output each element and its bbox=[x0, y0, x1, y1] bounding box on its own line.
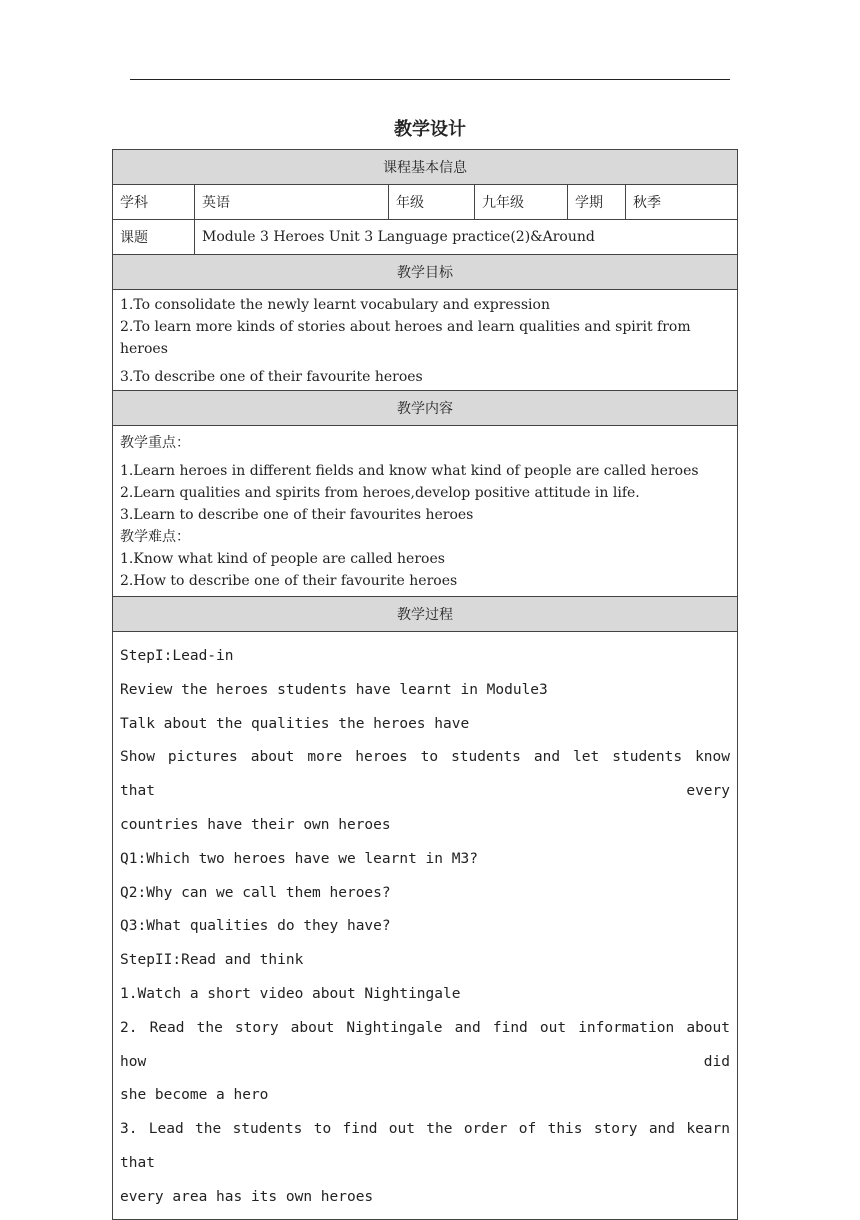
process-line: Q2:Why can we call them heroes? bbox=[120, 884, 391, 901]
process-line: every area has its own heroes bbox=[120, 1188, 374, 1205]
difficulties-label: 教学难点： bbox=[120, 529, 190, 545]
process-line: she become a hero bbox=[120, 1087, 269, 1104]
key-point-item: 1.Learn heroes in different fields and know what kind of people are called heroes bbox=[120, 463, 699, 479]
objective-item: 1.To consolidate the newly learnt vocabulary and expression bbox=[120, 297, 550, 313]
key-point-item: 2.Learn qualities and spirits from heroes,develop positive attitude in life. bbox=[120, 485, 640, 501]
content-cell bbox=[113, 426, 738, 597]
objectives-header: 教学目标 bbox=[113, 255, 738, 290]
process-line: 3. Lead the students to find out the order of this story and kearn that bbox=[120, 1121, 730, 1171]
process-line: Show pictures about more heroes to students and let students know that every bbox=[120, 749, 730, 800]
process-line: StepI:Lead-in bbox=[120, 648, 234, 664]
process-cell bbox=[113, 632, 738, 1220]
difficulty-item: 1.Know what kind of people are called heroes bbox=[120, 551, 445, 567]
process-line: countries have their own heroes bbox=[120, 816, 391, 833]
objective-item: 3.To describe one of their favourite heroes bbox=[120, 369, 423, 385]
objective-item: 2.To learn more kinds of stories about heroes and learn qualities and spirit from heroes bbox=[120, 319, 691, 357]
subject-value: 英语 bbox=[195, 185, 389, 220]
process-header: 教学过程 bbox=[113, 597, 738, 632]
grade-value: 九年级 bbox=[475, 185, 568, 220]
header-rule bbox=[130, 79, 730, 80]
term-label: 学期 bbox=[568, 185, 626, 220]
topic-value: Module 3 Heroes Unit 3 Language practice(2)&Around bbox=[195, 220, 738, 255]
key-points-label: 教学重点： bbox=[120, 435, 190, 451]
document-title: 教学设计 bbox=[394, 119, 466, 140]
process-line: 2. Read the story about Nightingale and find out information about how did bbox=[120, 1019, 730, 1070]
content-header: 教学内容 bbox=[113, 391, 738, 426]
grade-label: 年级 bbox=[389, 185, 475, 220]
process-line: Q1:Which two heroes have we learnt in M3? bbox=[120, 850, 478, 867]
objectives-cell bbox=[113, 290, 738, 391]
process-line: Review the heroes students have learnt in Module3 bbox=[120, 681, 548, 698]
subject-label: 学科 bbox=[113, 185, 195, 220]
term-value: 秋季 bbox=[626, 185, 738, 220]
lesson-plan-table bbox=[112, 149, 738, 1220]
process-line: Talk about the qualities the heroes have bbox=[120, 715, 470, 732]
process-line: 1.Watch a short video about Nightingale bbox=[120, 985, 461, 1002]
difficulty-item: 2.How to describe one of their favourite heroes bbox=[120, 573, 458, 589]
topic-label: 课题 bbox=[113, 220, 195, 255]
process-line: Q3:What qualities do they have? bbox=[120, 918, 391, 935]
key-point-item: 3.Learn to describe one of their favourites heroes bbox=[120, 507, 474, 523]
process-line: StepII:Read and think bbox=[120, 952, 304, 969]
basic-info-header: 课程基本信息 bbox=[113, 150, 738, 185]
